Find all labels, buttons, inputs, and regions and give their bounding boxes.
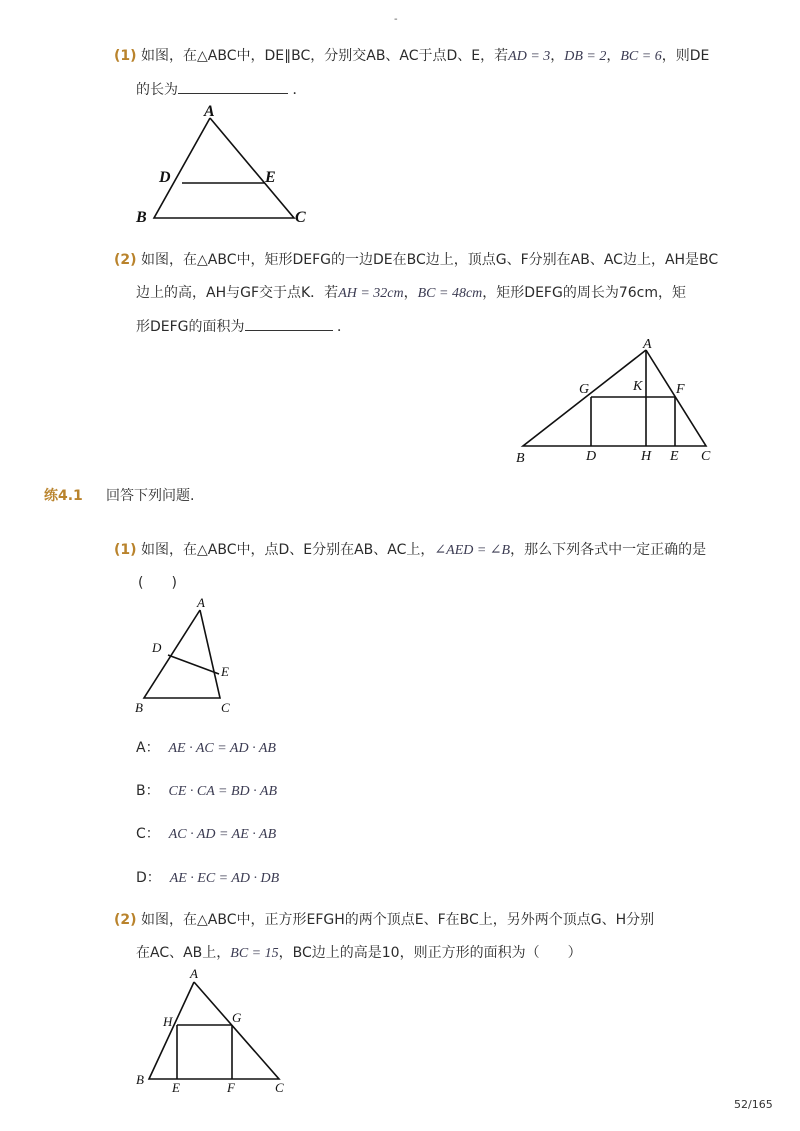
problem-1-math-db: DB = 2 [564, 49, 607, 64]
option-d-letter: D： [136, 870, 161, 886]
figure-2-label-e: E [670, 449, 679, 464]
question-2-text-b: 在AC、AB上， [136, 945, 231, 961]
figure-1-label-d: D [159, 169, 171, 186]
figure-2-label-g: G [579, 382, 590, 397]
option-a[interactable] [136, 738, 276, 759]
problem-2-line-1 [114, 250, 718, 270]
problem-2-text-b: 边上的高，AH与GF交于点K．若 [136, 285, 339, 301]
question-2-math-bc: BC = 15 [230, 946, 279, 961]
option-d[interactable] [136, 868, 279, 889]
problem-2-number: (2) [114, 252, 137, 268]
problem-1-line-1 [114, 46, 709, 67]
figure-2-outline [523, 350, 706, 446]
figure-4-outline [149, 982, 279, 1079]
figure-2-label-h: H [641, 449, 652, 464]
option-a-letter: A： [136, 740, 160, 756]
problem-1-text-b: ， [550, 48, 565, 64]
figure-1-outline [154, 118, 294, 218]
problem-1-text-a: 如图，在△ABC中，DE∥BC，分别交AB、AC于点D、E，若 [141, 48, 509, 64]
question-1-text-b: ，那么下列各式中一定正确的是 [510, 542, 707, 558]
page-number: 52/165 [734, 1098, 773, 1111]
figure-2-rectangle-in-triangle [510, 336, 720, 468]
option-a-expression: AE · AC = AD · AB [168, 741, 276, 756]
figure-2-label-f: F [676, 382, 685, 397]
figure-4-label-a: A [190, 966, 198, 981]
figure-1-label-e: E [265, 169, 276, 186]
answer-blank-2[interactable] [245, 316, 333, 331]
problem-2-math-bc: BC = 48cm [417, 286, 483, 301]
exercise-number: 练4.1 [44, 488, 83, 504]
problem-1-text-d: ，则DE [661, 48, 710, 64]
question-1-line-1 [114, 540, 706, 561]
problem-1-math-bc: BC = 6 [620, 49, 662, 64]
figure-3-label-a: A [197, 595, 205, 610]
option-c-expression: AC · AD = AE · AB [168, 827, 277, 842]
figure-4-label-e: E [172, 1080, 180, 1095]
problem-2-line-2 [136, 283, 686, 304]
question-1-text-a: 如图，在△ABC中，点D、E分别在AB、AC上， [141, 542, 435, 558]
figure-4-label-c: C [275, 1080, 284, 1095]
question-1-number: (1) [114, 542, 137, 558]
question-2-line-2 [136, 943, 582, 964]
problem-2-line-3 [136, 316, 351, 337]
figure-4-label-h: H [163, 1014, 173, 1029]
option-b[interactable] [136, 781, 277, 802]
figure-2-label-d: D [586, 449, 597, 464]
option-c-letter: C： [136, 826, 160, 842]
problem-2-text-f: ． [336, 319, 351, 335]
figure-4-square-in-triangle [128, 964, 298, 1096]
option-d-expression: AE · EC = AD · DB [169, 871, 280, 886]
question-1-paren: ( ) [138, 575, 177, 591]
figure-1-label-c: C [295, 209, 306, 226]
option-b-letter: B： [136, 783, 160, 799]
answer-blank-1[interactable] [178, 79, 288, 94]
figure-2-label-b: B [516, 451, 525, 466]
problem-1-math-ad: AD = 3 [508, 49, 551, 64]
figure-4-label-f: F [227, 1080, 235, 1095]
figure-4-label-g: G [232, 1010, 242, 1025]
problem-1-number: (1) [114, 48, 137, 64]
figure-2-label-c: C [701, 449, 711, 464]
figure-3-label-b: B [135, 700, 143, 715]
figure-2-label-a: A [643, 337, 652, 352]
problem-1-text-c: ， [606, 48, 621, 64]
top-mark: - [394, 14, 398, 25]
exercise-title: 回答下列问题. [106, 488, 195, 504]
problem-1-text-f: ． [292, 82, 307, 98]
figure-1-label-a: A [204, 103, 215, 120]
problem-1-line-2 [136, 79, 306, 100]
figure-3-label-d: D [152, 640, 162, 655]
figure-3-triangle [130, 594, 250, 718]
question-2-line-1 [114, 910, 654, 930]
figure-1-label-b: B [136, 209, 147, 226]
figure-3-label-c: C [221, 700, 230, 715]
figure-1-triangle [128, 100, 318, 230]
question-1-math-angle: ∠AED = ∠B [434, 543, 511, 558]
option-c[interactable] [136, 824, 276, 845]
problem-1-text-e: 的长为 [136, 82, 178, 98]
question-2-text-a: 如图，在△ABC中，正方形EFGH的两个顶点E、F在BC上，另外两个顶点G、H分别 [141, 912, 655, 928]
question-2-text-c: ，BC边上的高是10，则正方形的面积为（ ） [278, 945, 582, 961]
problem-2-text-e: 形DEFG的面积为 [136, 319, 245, 335]
question-2-number: (2) [114, 912, 137, 928]
problem-2-text-d: ，矩形DEFG的周长为76cm，矩 [482, 285, 686, 301]
problem-2-math-ah: AH = 32cm [338, 286, 404, 301]
figure-2-label-k: K [633, 379, 643, 394]
figure-3-label-e: E [221, 664, 229, 679]
exercise-heading [44, 486, 83, 506]
problem-2-text-c: ， [403, 285, 418, 301]
option-b-expression: CE · CA = BD · AB [168, 784, 278, 799]
problem-2-text-a: 如图，在△ABC中，矩形DEFG的一边DE在BC边上，顶点G、F分别在AB、AC边上，AH是BC [141, 252, 719, 268]
figure-4-label-b: B [136, 1072, 144, 1087]
